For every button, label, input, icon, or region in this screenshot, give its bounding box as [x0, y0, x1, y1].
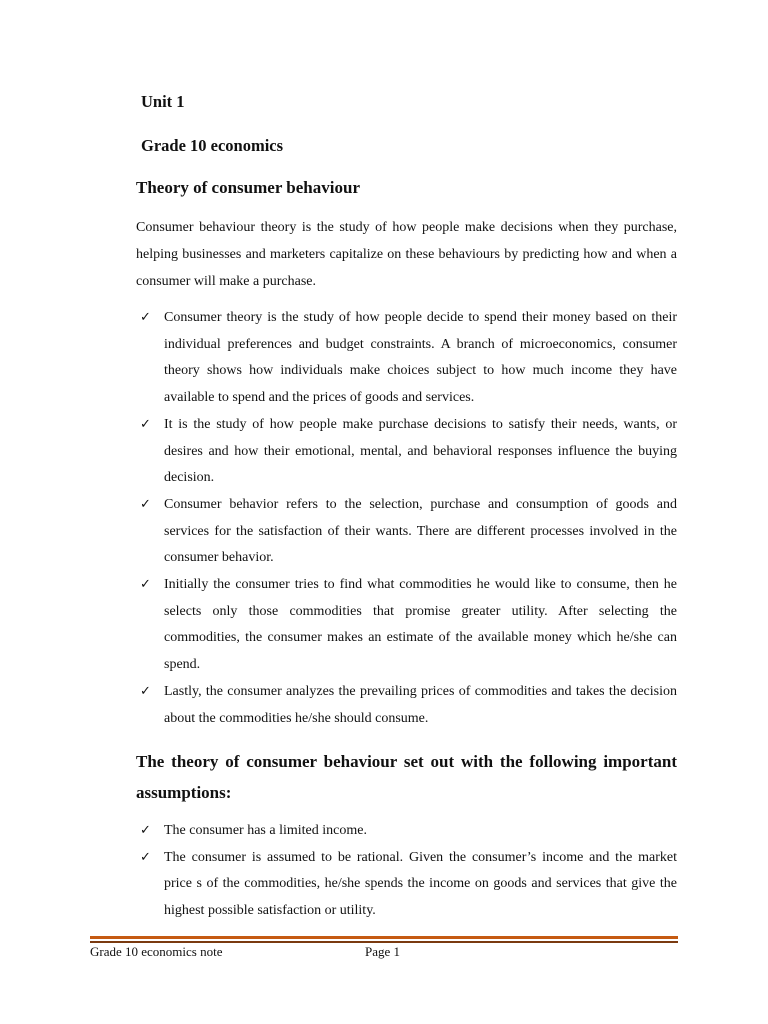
list-item	[136, 572, 677, 679]
list-item	[136, 679, 677, 732]
checkmark-icon: ✓	[140, 849, 151, 865]
list-item	[136, 412, 677, 492]
footer-divider-thin	[90, 941, 678, 943]
checkmark-icon: ✓	[140, 577, 151, 593]
page-number: Page 1	[365, 944, 401, 959]
checkmark-icon: ✓	[140, 683, 151, 699]
list-item	[136, 492, 677, 572]
checkmark-icon: ✓	[140, 496, 151, 512]
intro-paragraph: Consumer behaviour theory is the study of how people make decisions when they purchase, helping businesses and marketers capitalize on these behaviours by predicting how and when a consumer will make a purchase.	[136, 220, 677, 289]
definitions-list	[136, 305, 677, 732]
list-item	[136, 818, 677, 845]
list-item-text: The consumer is assumed to be rational. Given the consumer’s income and the market price s of the commodities, he/she spends the income on goods and services that give the highest possible satisfaction or utility.	[164, 849, 677, 919]
checkmark-icon: ✓	[140, 310, 151, 325]
footer-divider-thick	[90, 936, 678, 939]
assumptions-list	[136, 818, 677, 925]
checkmark-icon: ✓	[140, 416, 151, 432]
grade-heading: Grade 10 economics	[141, 136, 284, 155]
list-item	[136, 845, 677, 925]
assumptions-heading: The theory of consumer behaviour set out with the following important assumptions:	[136, 752, 677, 802]
section-title: Theory of consumer behaviour	[136, 178, 360, 197]
unit-heading: Unit 1	[141, 92, 185, 111]
list-item-text: Lastly, the consumer analyzes the prevailing prices of commodities and takes the decision about the commodities he/she should consume.	[164, 683, 677, 726]
list-item-text: Consumer theory is the study of how people decide to spend their money based on their individual preferences and budget constraints. A branch of microeconomics, consumer theory shows how individuals make choices subject to how much income they have available to spend and the prices of goods and services.	[164, 310, 677, 406]
list-item-text: Consumer behavior refers to the selection, purchase and consumption of goods and services for the satisfaction of their wants. There are different processes involved in the consumer behavior.	[164, 496, 677, 566]
list-item-text: The consumer has a limited income.	[164, 823, 367, 838]
checkmark-icon: ✓	[140, 823, 151, 838]
footer-title: Grade 10 economics note	[90, 944, 223, 959]
list-item-text: It is the study of how people make purchase decisions to satisfy their needs, wants, or desires and how their emotional, mental, and behavioral responses influence the buying decision.	[164, 416, 677, 486]
list-item	[136, 305, 677, 412]
list-item-text: Initially the consumer tries to find what commodities he would like to consume, then he selects only those commodities that promise greater utility. After selecting the commodities, the consumer makes an estimate of the available money which he/she can spend.	[164, 577, 677, 673]
